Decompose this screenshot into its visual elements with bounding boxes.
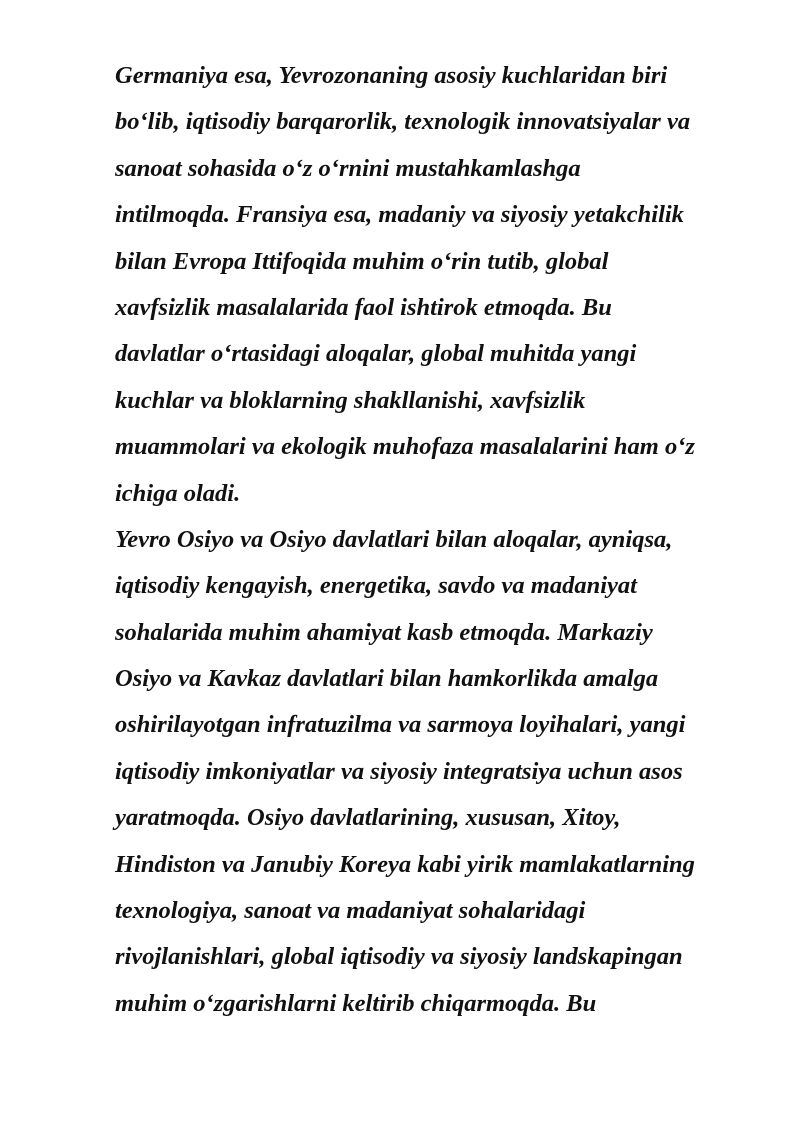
text-line: bilan Evropa Ittifoqida muhim o‘rin tutib, global xyxy=(115,247,609,275)
text-line: Hindiston va Janubiy Koreya kabi yirik mamlakatlarning xyxy=(115,850,695,878)
text-line: rivojlanishlari, global iqtisodiy va siyosiy landskapingan xyxy=(115,943,683,971)
text-line: muhim o‘zgarishlarni keltirib chiqarmoqda. Bu xyxy=(115,989,597,1017)
text-line: xavfsizlik masalalarida faol ishtirok etmoqda. Bu xyxy=(115,293,612,321)
text-line: sohalarida muhim ahamiyat kasb etmoqda. Markaziy xyxy=(115,618,653,646)
text-line: muammolari va ekologik muhofaza masalalarini ham o‘z xyxy=(115,433,695,461)
text-line: intilmoqda. Fransiya esa, madaniy va siyosiy yetakchilik xyxy=(115,201,684,229)
text-line: davlatlar o‘rtasidagi aloqalar, global muhitda yangi xyxy=(115,340,637,368)
text-line: iqtisodiy kengayish, energetika, savdo va madaniyat xyxy=(115,572,637,600)
text-line: Yevro Osiyo va Osiyo davlatlari bilan aloqalar, ayniqsa, xyxy=(115,525,673,553)
text-line: Osiyo va Kavkaz davlatlari bilan hamkorlikda amalga xyxy=(115,665,659,693)
text-line: ichiga oladi. xyxy=(115,479,241,507)
text-line: Germaniya esa, Yevrozonaning asosiy kuchlaridan biri xyxy=(115,62,668,89)
text-line: iqtisodiy imkoniyatlar va siyosiy integratsiya uchun asos xyxy=(115,757,683,785)
text-line: texnologiya, sanoat va madaniyat sohalaridagi xyxy=(115,897,586,925)
text-line: yaratmoqda. Osiyo davlatlarining, xususan, Xitoy, xyxy=(115,804,621,832)
text-line: oshirilayotgan infratuzilma va sarmoya loyihalari, yangi xyxy=(115,711,686,739)
text-line: sanoat sohasida o‘z o‘rnini mustahkamlashga xyxy=(115,154,581,182)
text-line: bo‘lib, iqtisodiy barqarorlik, texnologik innovatsiyalar va xyxy=(115,108,691,136)
text-line: kuchlar va bloklarning shakllanishi, xavfsizlik xyxy=(115,386,586,414)
body-text xyxy=(115,53,775,1027)
